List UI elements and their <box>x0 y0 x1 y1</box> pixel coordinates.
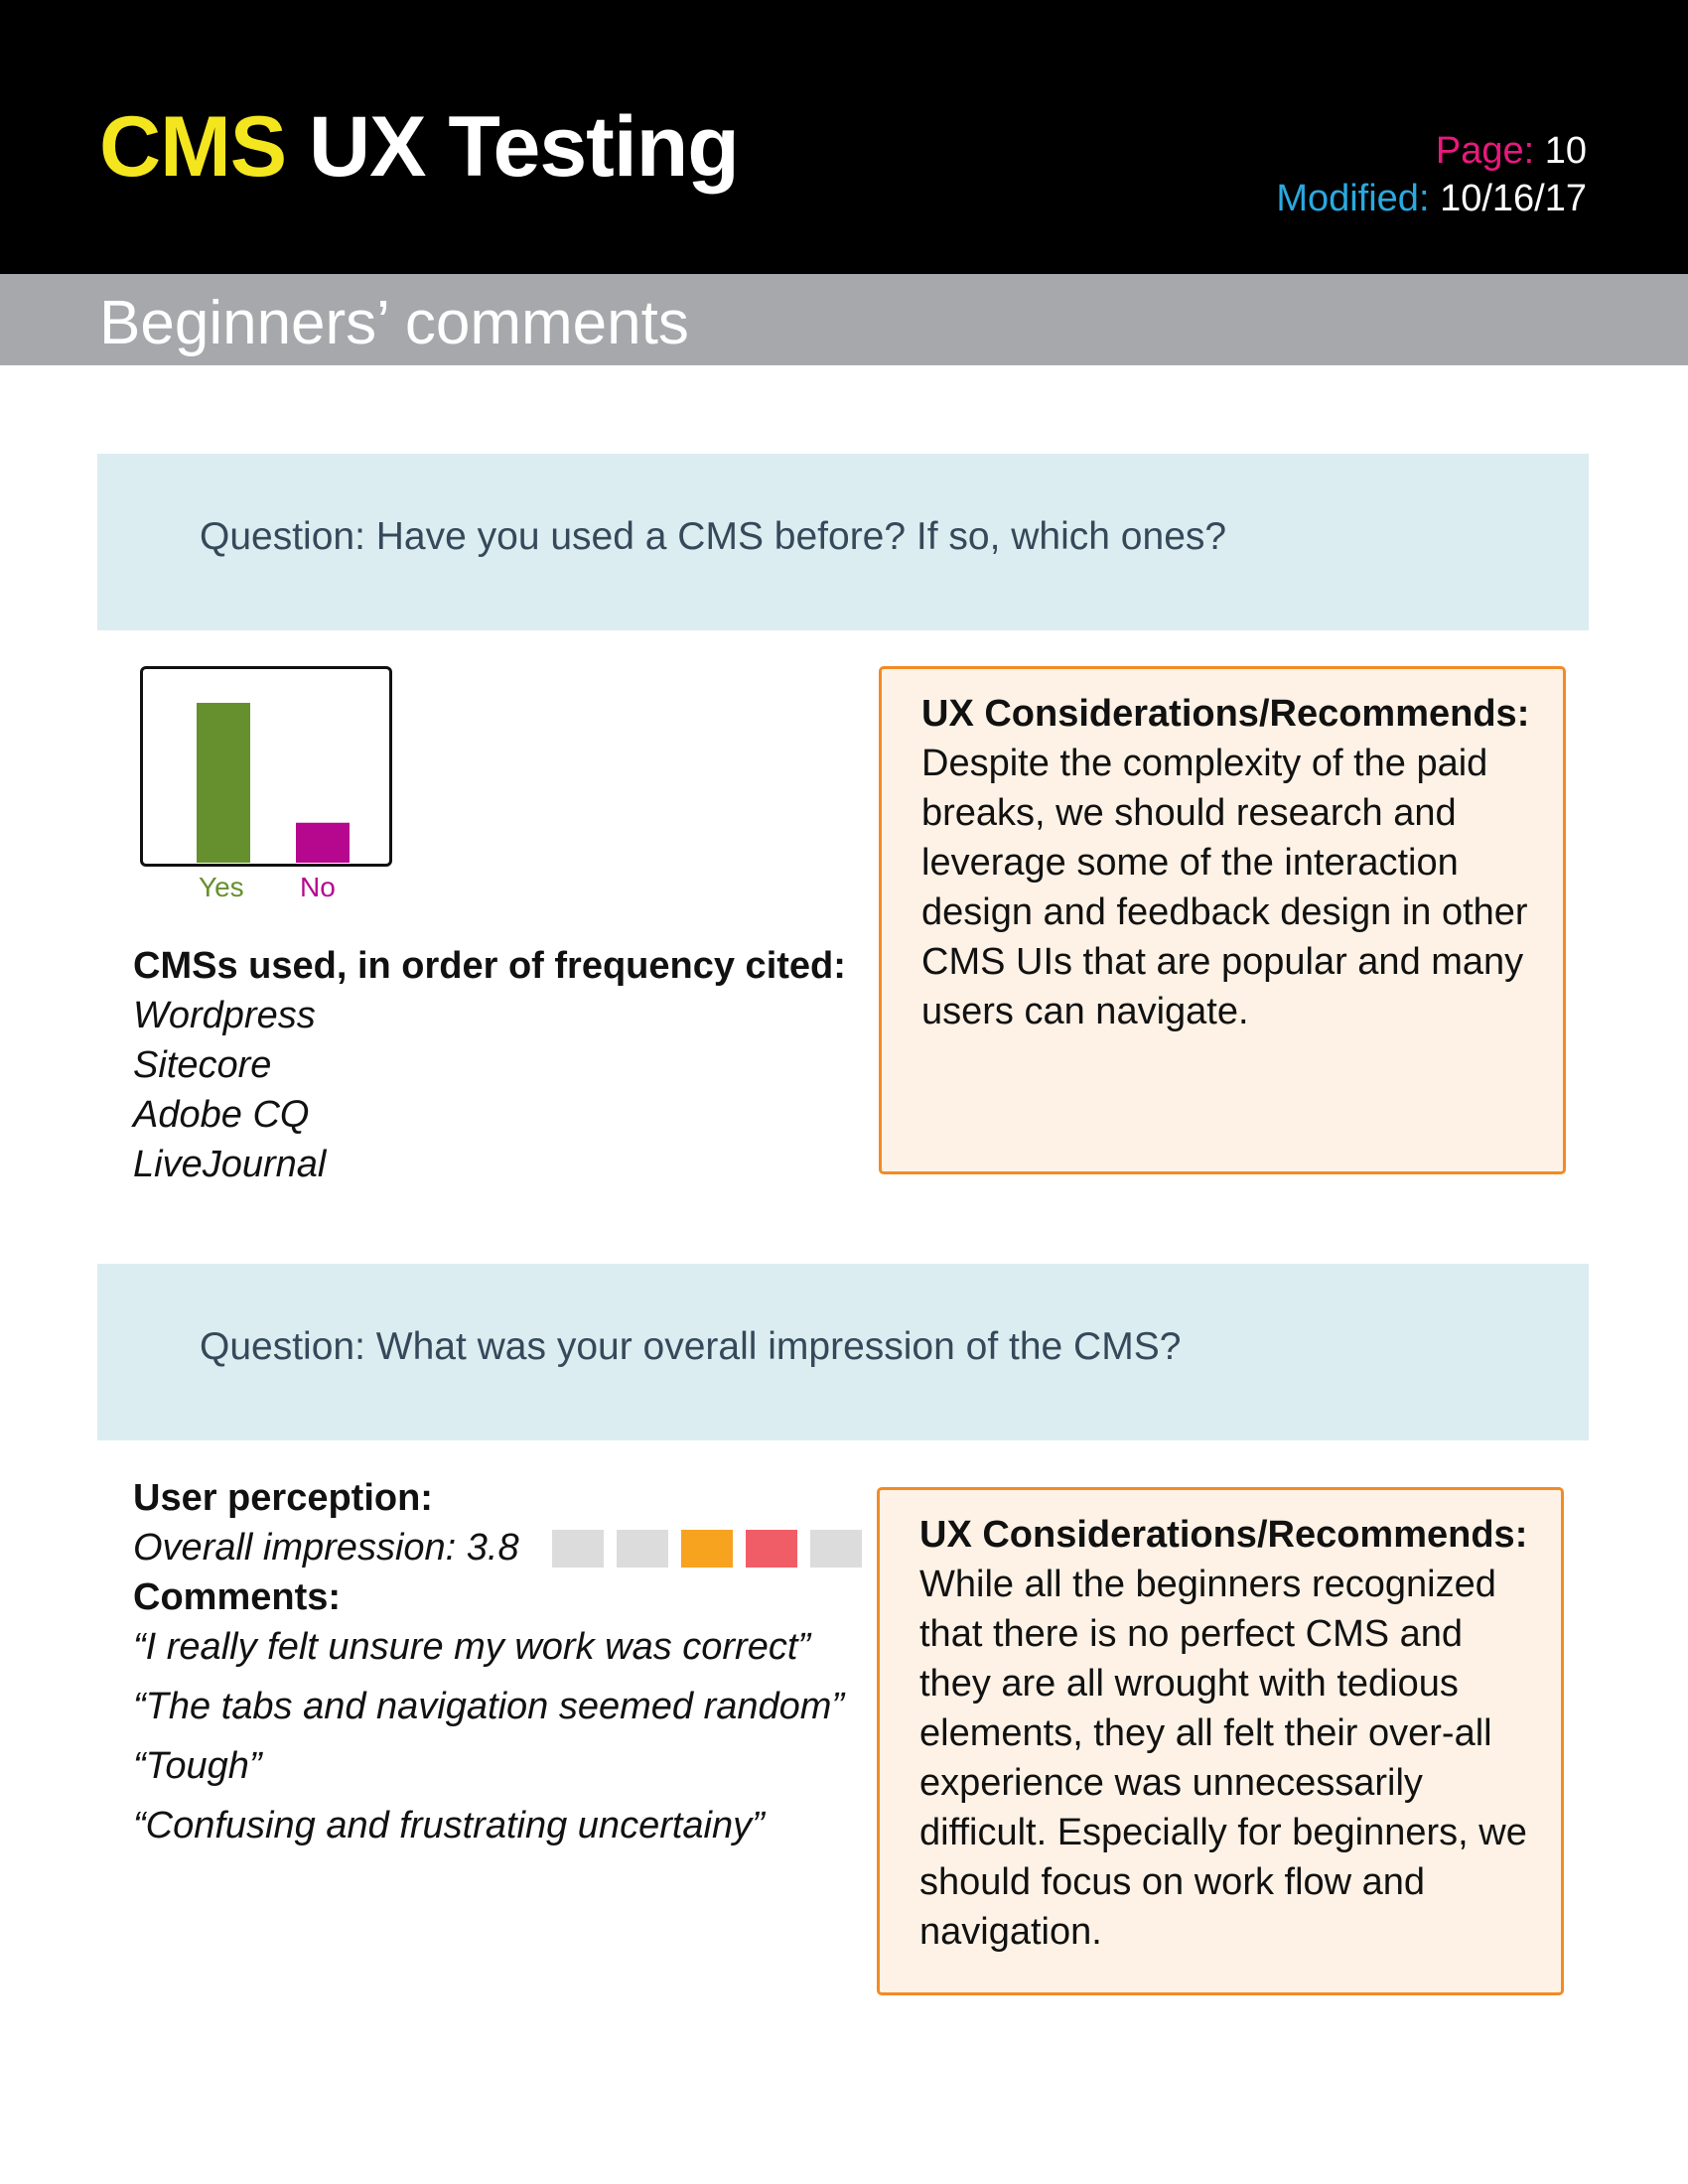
title-ux-testing: UX Testing <box>309 99 739 195</box>
modified-label: Modified: <box>1276 178 1430 219</box>
cms-list-heading: CMSs used, in order of frequency cited: <box>133 945 846 987</box>
recommendation-box-1 <box>879 666 1566 1174</box>
page-number: 10 <box>1544 130 1587 172</box>
overall-impression: Overall impression: 3.8 <box>133 1527 519 1569</box>
rating-square <box>810 1530 862 1568</box>
comment-quote: “The tabs and navigation seemed random” <box>133 1686 845 1727</box>
recommendation-heading: UX Considerations/Recommends: <box>921 693 1530 735</box>
recommendation-box-2 <box>877 1487 1564 1995</box>
recommendation-text: While all the beginners recognized that there is no perfect CMS and they are all wrought with tedious elements, they all felt their over-all experience was unnecessarily difficult. Especially for beginners, we should focus on work flow and navigation. <box>919 1564 1527 1953</box>
recommendation-text: Despite the complexity of the paid breaks, we should research and leverage some of the interaction design and feedback design in other CMS UIs that are popular and many users can navigate. <box>921 743 1528 1032</box>
rating-square <box>552 1530 604 1568</box>
comment-quote: “Confusing and frustrating uncertainy” <box>133 1805 765 1846</box>
cms-list <box>133 941 846 1189</box>
comments-heading: Comments: <box>133 1576 342 1618</box>
rating-square <box>681 1530 733 1568</box>
question-1-box <box>97 454 1589 630</box>
cms-list-item: LiveJournal <box>133 1144 327 1185</box>
question-2-text: Question: What was your overall impression of the CMS? <box>200 1325 1182 1368</box>
section-title: Beginners’ comments <box>99 289 689 357</box>
cms-list-item: Sitecore <box>133 1044 272 1086</box>
recommendation-heading: UX Considerations/Recommends: <box>919 1514 1528 1556</box>
comment-quote: “Tough” <box>133 1745 262 1787</box>
yes-no-bar-chart <box>140 666 392 867</box>
cms-list-item: Adobe CQ <box>133 1094 310 1136</box>
bar-no <box>296 823 350 863</box>
page-header <box>0 0 1688 274</box>
chart-label-yes: Yes <box>199 872 244 902</box>
question-1-text: Question: Have you used a CMS before? If so, which ones? <box>200 515 1227 558</box>
comment-quote: “I really felt unsure my work was correct” <box>133 1626 811 1668</box>
page-label: Page: <box>1435 130 1535 172</box>
title-cms: CMS <box>99 99 287 195</box>
rating-square <box>746 1530 797 1568</box>
rating-square <box>617 1530 668 1568</box>
document-title <box>99 99 739 195</box>
question-2-box <box>97 1264 1589 1440</box>
chart-canvas <box>143 669 389 864</box>
cms-list-item: Wordpress <box>133 995 316 1036</box>
page-meta <box>1276 127 1587 222</box>
chart-label-no: No <box>300 872 336 902</box>
perception-heading: User perception: <box>133 1477 433 1519</box>
bar-yes <box>197 703 250 863</box>
section-bar <box>0 274 1688 365</box>
modified-date: 10/16/17 <box>1440 178 1587 219</box>
